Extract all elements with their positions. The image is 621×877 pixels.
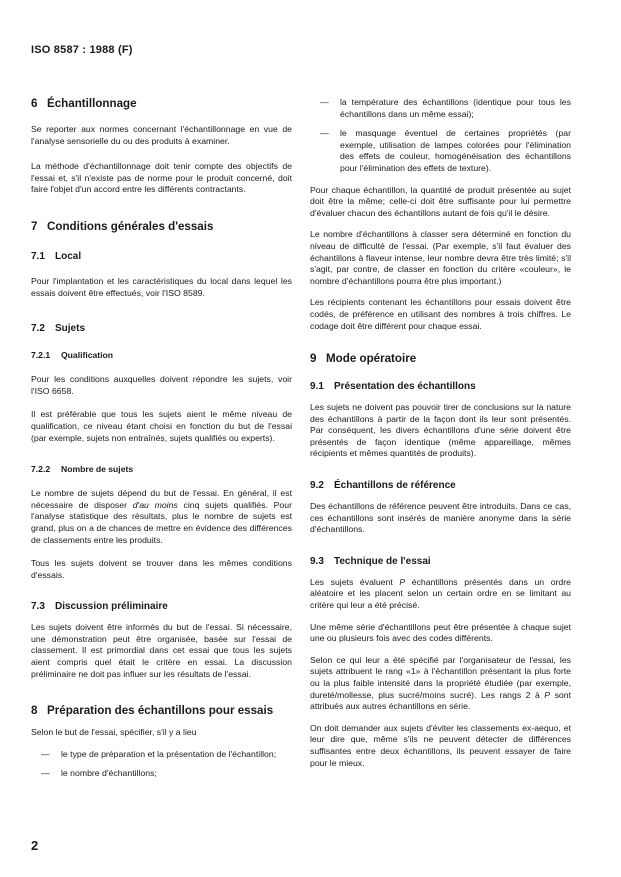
page-number: 2 [31, 838, 39, 853]
section-number: 7.2 [31, 323, 45, 335]
section-title: Préparation des échantillons pour essais [47, 704, 274, 718]
section-number: 8 [31, 704, 38, 718]
section-number: 6 [31, 97, 38, 110]
paragraph: On doit demander aux sujets d'éviter les classements ex-aequo, et leur dire que, même s'ils ne peuvent détecter de différences suffisantes entre deux échantillons, ils peuvent essayer de faire pour le mieux. [310, 722, 571, 768]
section-title: Échantillonnage [47, 97, 137, 110]
section-title: Échantillons de référence [334, 480, 456, 492]
paragraph: Les sujets évaluent P échantillons présentés dans un ordre aléatoire et les placent selon un certain ordre en se limitant au critère qui leur a été précisé. [310, 576, 571, 611]
paragraph: La méthode d'échantillonnage doit tenir compte des objectifs de l'essai et, s'il n'existe pas de norme pour le produit concerné, doit faire l'objet d'un accord entre les différents contractants. [31, 161, 292, 195]
paragraph: Les sujets ne doivent pas pouvoir tirer de conclusions sur la nature des échantillons à partir de la façon dont ils leur sont présentés. Par conséquent, les divers échantillons d'une série doivent être présentés de façon identique (même appareillage, mêmes récipients et mêmes quantités de produits). [310, 402, 571, 459]
section-number: 9.3 [310, 555, 324, 567]
paragraph: Pour l'implantation et les caractéristiques du local dans lequel les essais doivent être effectués, voir l'ISO 8589. [31, 275, 292, 298]
section-number: 7.2.2 [31, 464, 51, 475]
section-9-heading [310, 352, 571, 365]
section-number: 9.2 [310, 480, 324, 492]
section-9-1-heading [310, 381, 571, 392]
section-title: Nombre de sujets [61, 464, 134, 475]
right-column [310, 97, 571, 769]
section-7-2-2-heading [31, 464, 292, 474]
section-7-1-heading [31, 251, 292, 262]
document-header: ISO 8587 : 1988 (F) [31, 44, 133, 56]
paragraph: Selon ce qui leur a été spécifié par l'organisateur de l'essai, les sujets attribuent le rang «1» à l'échantillon présentant la plus forte ou la plus faible intensité dans la propriété étudiée (par exemple, dureté/mollesse, plus sucré/moins sucré). Les rangs 2 à P sont attribués aux autres échantillons en série. [310, 654, 571, 712]
section-number: 7.3 [31, 601, 45, 613]
paragraph: Tous les sujets doivent se trouver dans les mêmes conditions d'essais. [31, 558, 292, 580]
paragraph: Les récipients contenant les échantillons pour essais doivent être codés, de préférence en utilisant des nombres à trois chiffres. Le codage doit être différent pour chaque essai. [310, 297, 571, 331]
list-item: — le type de préparation et la présentation de l'échantillon; [41, 748, 277, 759]
section-title: Technique de l'essai [334, 555, 431, 567]
paragraph: Se reporter aux normes concernant l'échantillonnage en vue de l'analyse sensorielle du ou des produits à examiner. [31, 124, 292, 146]
section-number: 7 [31, 219, 38, 233]
paragraph: Les sujets doivent être informés du but de l'essai. Si nécessaire, une démonstration peut être organisée, basée sur l'essai de classement. Il est primordial dans cet essai que tous les sujets aient compris quel était le critère en essai. La discussion préliminaire ne doit pas influer sur les résultats de l'essai. [31, 622, 292, 679]
section-9-2-heading [310, 480, 571, 491]
paragraph: Pour les conditions auxquelles doivent répondre les sujets, voir l'ISO 6658. [31, 374, 292, 396]
section-title: Conditions générales d'essais [47, 219, 214, 233]
section-9-3-heading [310, 556, 571, 567]
list-item: — le masquage éventuel de certaines propriétés (par exemple, utilisation de lampes colorées pour l'élimination des effets de couleur, homogénéisation des échantillons pour l'élimination des effets de texture). [320, 128, 571, 173]
section-title: Mode opératoire [326, 352, 417, 366]
section-number: 7.1 [31, 250, 45, 262]
section-8-heading [31, 704, 292, 717]
section-7-3-heading [31, 601, 292, 612]
section-number: 9 [310, 352, 317, 366]
section-title: Discussion préliminaire [55, 601, 168, 613]
section-title: Local [55, 250, 82, 262]
paragraph: Des échantillons de référence peuvent être introduits. Dans ce cas, ces échantillons sont insérés de manière anonyme dans la série d'échantillons. [310, 501, 571, 535]
paragraph: Une même série d'échantillons peut être présentée à chaque sujet une ou plusieurs fois avec des codes différents. [310, 621, 571, 644]
section-number: 7.2.1 [31, 350, 51, 361]
paragraph: Il est préférable que tous les sujets aient le même niveau de qualification, ce niveau étant choisi en fonction du but de l'essai (par exemple, sujets non entraînés, sujets qualifiés ou experts). [31, 409, 292, 443]
section-6-heading [31, 97, 292, 110]
section-7-heading [31, 220, 292, 233]
section-number: 9.1 [310, 381, 324, 393]
paragraph: Le nombre d'échantillons à classer sera déterminé en fonction du niveau de difficulté de l'essai. (Par exemple, s'il faut évaluer des échantillons à flaveur intense, leur nombre devra être très limité; s'il s'agit, par contre, de classer en fonction du critère «couleur», le nombre d'échantillons pourra être plus important.) [310, 229, 571, 286]
list-item: — la température des échantillons (identique pour tous les échantillons dans un même essai); [320, 97, 571, 119]
paragraph: Selon le but de l'essai, spécifier, s'il y a lieu [31, 727, 197, 738]
list-item: — le nombre d'échantillons; [41, 768, 157, 779]
paragraph: Le nombre de sujets dépend du but de l'essai. En général, il est nécessaire de disposer d'au moins cinq sujets qualifiés. Pour l'analyse statistique des résultats, plus le nombre de sujets est grand, plus on a de chances de mettre en évidence des différences de classements entre les produits. [31, 488, 292, 545]
section-7-2-heading [31, 323, 292, 334]
section-title: Qualification [61, 350, 114, 361]
section-7-2-1-heading [31, 350, 292, 360]
section-title: Présentation des échantillons [334, 381, 476, 393]
left-column [31, 97, 292, 780]
section-title: Sujets [55, 323, 86, 335]
paragraph: Pour chaque échantillon, la quantité de produit présentée au sujet doit être la même; celle-ci doit être suffisante pour lui permettre d'évaluer chacun des échantillons autant de fois qu'il le désire. [310, 184, 571, 218]
